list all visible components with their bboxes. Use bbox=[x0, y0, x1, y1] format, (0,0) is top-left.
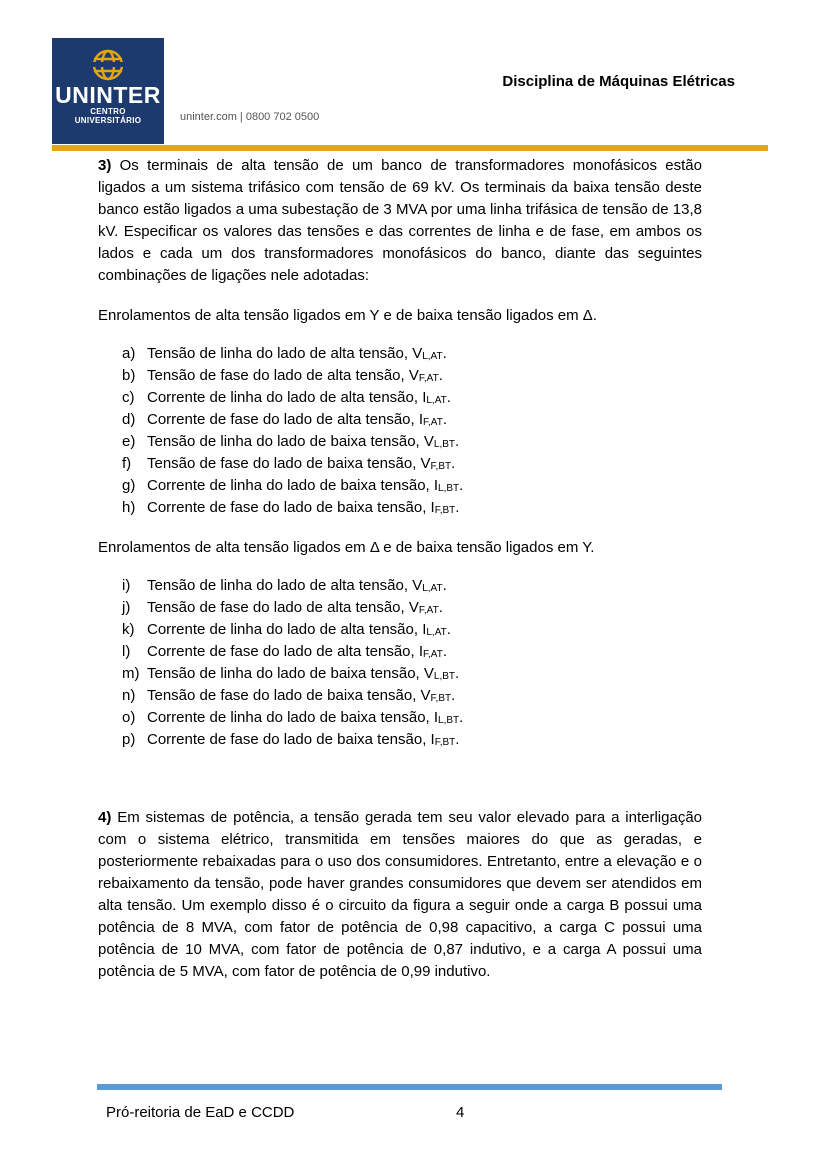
item-text bbox=[147, 729, 459, 751]
item-subscript: F,AT bbox=[423, 417, 443, 428]
item-label: Tensão de fase do lado de baixa tensão, V bbox=[147, 455, 431, 472]
item-label: Corrente de linha do lado de alta tensão, I bbox=[147, 389, 427, 406]
page-content bbox=[98, 155, 702, 983]
item-letter: j) bbox=[122, 599, 131, 616]
item-end: . bbox=[438, 367, 443, 384]
item-subscript: L,BT bbox=[433, 439, 456, 450]
item-subscript: F,BT bbox=[434, 505, 456, 516]
item-letter: p) bbox=[122, 731, 136, 748]
uninter-logo bbox=[52, 38, 164, 144]
list-item bbox=[98, 707, 702, 729]
logo-subtitle-1: CENTRO bbox=[90, 107, 126, 116]
item-end: . bbox=[442, 577, 447, 594]
item-text bbox=[147, 575, 447, 597]
item-letter: i) bbox=[122, 577, 131, 594]
list-item bbox=[98, 597, 702, 619]
item-text bbox=[147, 453, 455, 475]
item-end: . bbox=[446, 621, 451, 638]
item-subscript: F,AT bbox=[418, 373, 439, 384]
item-letter: b) bbox=[122, 367, 136, 384]
item-text bbox=[147, 663, 459, 685]
item-text bbox=[147, 387, 451, 409]
item-subscript: L,BT bbox=[438, 715, 460, 726]
question-4-number: 4) bbox=[98, 809, 112, 826]
item-text bbox=[147, 497, 459, 519]
item-subscript: L,BT bbox=[433, 671, 456, 682]
spacer bbox=[98, 751, 702, 789]
discipline-title: Disciplina de Máquinas Elétricas bbox=[502, 73, 735, 90]
item-label: Corrente de linha do lado de alta tensão, I bbox=[147, 621, 427, 638]
item-subscript: F,AT bbox=[423, 649, 443, 660]
item-label: Tensão de linha do lado de alta tensão, V bbox=[147, 345, 423, 362]
item-subscript: F,AT bbox=[418, 605, 439, 616]
page-number: 4 bbox=[456, 1104, 465, 1121]
list-item bbox=[98, 365, 702, 387]
item-end: . bbox=[459, 477, 464, 494]
item-end: . bbox=[451, 687, 456, 704]
item-text bbox=[147, 431, 459, 453]
list-item bbox=[98, 685, 702, 707]
item-letter: g) bbox=[122, 477, 136, 494]
question-3-number: 3) bbox=[98, 157, 112, 174]
header-rule bbox=[52, 145, 768, 151]
item-letter: n) bbox=[122, 687, 136, 704]
list-item bbox=[98, 641, 702, 663]
item-text bbox=[147, 685, 455, 707]
list-item bbox=[98, 619, 702, 641]
item-text bbox=[147, 365, 443, 387]
item-label: Corrente de fase do lado de alta tensão, I bbox=[147, 643, 424, 660]
item-label: Corrente de linha do lado de baixa tensão, I bbox=[147, 709, 439, 726]
part-2-intro: Enrolamentos de alta tensão ligados em Δ e de baixa tensão ligados em Y. bbox=[98, 539, 595, 556]
footer-rule bbox=[97, 1084, 722, 1090]
list-item bbox=[98, 431, 702, 453]
site-contact: uninter.com | 0800 702 0500 bbox=[180, 111, 320, 123]
item-end: . bbox=[455, 665, 460, 682]
item-text bbox=[147, 409, 447, 431]
list-item bbox=[98, 343, 702, 365]
list-item bbox=[98, 663, 702, 685]
item-letter: k) bbox=[122, 621, 135, 638]
list-item bbox=[98, 453, 702, 475]
list-item bbox=[98, 387, 702, 409]
item-label: Tensão de fase do lado de alta tensão, V bbox=[147, 599, 419, 616]
item-end: . bbox=[442, 345, 447, 362]
item-letter: a) bbox=[122, 345, 136, 362]
item-end: . bbox=[446, 389, 451, 406]
question-4-text bbox=[98, 807, 702, 983]
item-label: Corrente de fase do lado de alta tensão, I bbox=[147, 411, 424, 428]
item-label: Corrente de linha do lado de baixa tensão, I bbox=[147, 477, 439, 494]
list-item bbox=[98, 729, 702, 751]
item-letter: h) bbox=[122, 499, 136, 516]
item-subscript: F,BT bbox=[430, 461, 452, 472]
item-subscript: F,BT bbox=[430, 693, 452, 704]
item-letter: o) bbox=[122, 709, 136, 726]
item-letter: d) bbox=[122, 411, 136, 428]
item-subscript: L,AT bbox=[422, 583, 443, 594]
item-label: Corrente de fase do lado de baixa tensão, I bbox=[147, 499, 435, 516]
item-text bbox=[147, 597, 443, 619]
item-subscript: L,AT bbox=[426, 395, 447, 406]
item-label: Tensão de linha do lado de alta tensão, V bbox=[147, 577, 423, 594]
item-subscript: F,BT bbox=[434, 737, 456, 748]
item-end: . bbox=[455, 433, 460, 450]
item-subscript: L,AT bbox=[422, 351, 443, 362]
item-letter: c) bbox=[122, 389, 135, 406]
part-2-list bbox=[98, 575, 702, 751]
logo-subtitle-2: UNIVERSITÁRIO bbox=[74, 116, 142, 125]
part-1-list bbox=[98, 343, 702, 519]
question-3-text bbox=[98, 155, 702, 287]
item-end: . bbox=[455, 731, 460, 748]
item-letter: e) bbox=[122, 433, 136, 450]
item-end: . bbox=[459, 709, 464, 726]
logo-wordmark: UNINTER bbox=[55, 82, 161, 108]
item-subscript: L,BT bbox=[438, 483, 460, 494]
item-end: . bbox=[442, 643, 448, 660]
item-label: Tensão de fase do lado de baixa tensão, V bbox=[147, 687, 431, 704]
list-item bbox=[98, 475, 702, 497]
list-item bbox=[98, 497, 702, 519]
item-text bbox=[147, 707, 463, 729]
list-item bbox=[98, 575, 702, 597]
item-label: Corrente de fase do lado de baixa tensão, I bbox=[147, 731, 435, 748]
item-end: . bbox=[451, 455, 456, 472]
globe-icon bbox=[90, 48, 126, 82]
item-letter: l) bbox=[122, 643, 131, 660]
item-subscript: L,AT bbox=[426, 627, 447, 638]
part-1-intro: Enrolamentos de alta tensão ligados em Y e de baixa tensão ligados em Δ. bbox=[98, 307, 597, 324]
item-end: . bbox=[455, 499, 460, 516]
list-item bbox=[98, 409, 702, 431]
item-text bbox=[147, 343, 447, 365]
item-text bbox=[147, 619, 451, 641]
item-label: Tensão de fase do lado de alta tensão, V bbox=[147, 367, 419, 384]
item-text bbox=[147, 475, 463, 497]
item-label: Tensão de linha do lado de baixa tensão, V bbox=[147, 433, 434, 450]
item-text bbox=[147, 641, 447, 663]
question-4-body: Em sistemas de potência, a tensão gerada tem seu valor elevado para a interligação com o sistema elétrico, transmitida em tensões maiores do que as geradas, e posteriormente rebaixadas para o uso dos consumidores. Entretanto, entre a elevação e o rebaixamento da tensão, pode haver grandes consumidores que devem ser atendidos em alta tensão. Um exemplo disso é o circuito da figura a seguir onde a carga B possui uma potência de 8 MVA, com fator de potência de 0,98 capacitivo, a carga C possui uma potência de 10 MVA, com fator de potência de 0,87 indutivo, e a carga A possui uma potência de 5 MVA, com fator de potência de 0,99 indutivo. bbox=[98, 809, 702, 980]
item-letter: f) bbox=[122, 455, 132, 472]
item-label: Tensão de linha do lado de baixa tensão, V bbox=[147, 665, 434, 682]
question-3-body: Os terminais de alta tensão de um banco de transformadores monofásicos estão ligados a um sistema trifásico com tensão de 69 kV. Os terminais da baixa tensão deste banco estão ligados a uma subestação de 3 MVA por uma linha trifásica de tensão de 13,8 kV. Especificar os valores das tensões e das correntes de linha e de fase, em ambos os lados e cada um dos transformadores monofásicos do banco, diante das seguintes combinações de ligações nele adotadas: bbox=[98, 157, 702, 284]
item-letter: m) bbox=[122, 665, 140, 682]
item-end: . bbox=[438, 599, 443, 616]
item-end: . bbox=[442, 411, 448, 428]
footer-department: Pró-reitoria de EaD e CCDD bbox=[106, 1104, 295, 1121]
